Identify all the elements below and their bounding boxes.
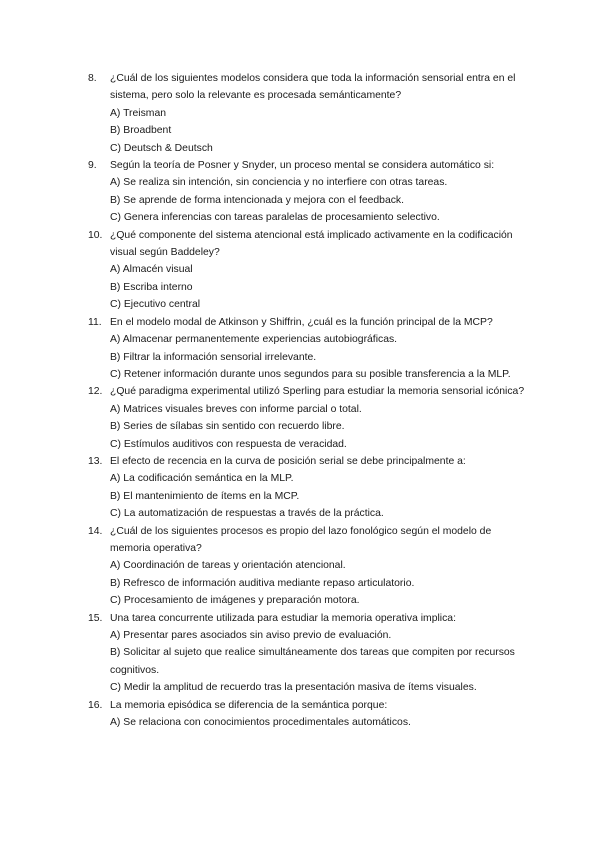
question-item — [88, 314, 530, 384]
question-number: 16. — [88, 699, 103, 711]
answer-option: B) Se aprende de forma intencionada y mejora con el feedback. — [110, 194, 405, 206]
question-item — [88, 227, 530, 314]
answer-option: A) Treisman — [110, 107, 167, 119]
answer-option: A) Almacén visual — [110, 264, 193, 276]
question-list — [88, 70, 530, 731]
question-text: ¿Cuál de los siguientes procesos es propio del lazo fonológico según el modelo de memoria operativa? — [110, 525, 492, 554]
answer-option: A) La codificación semántica en la MLP. — [110, 473, 294, 485]
question-number: 8. — [88, 73, 97, 84]
answer-option: A) Coordinación de tareas y orientación atencional. — [110, 560, 346, 572]
answer-option: A) Presentar pares asociados sin aviso previo de evaluación. — [110, 630, 392, 641]
question-text: ¿Cuál de los siguientes modelos considera que toda la información sensorial entra en el sistema, pero solo la relevante es procesada semánticamente? — [110, 73, 516, 102]
answer-option: C) Genera inferencias con tareas paralelas de procesamiento selectivo. — [110, 212, 440, 224]
question-number: 14. — [88, 525, 103, 537]
answer-option: A) Almacenar permanentemente experiencias autobiográficas. — [110, 334, 398, 346]
answer-option: B) Series de sílabas sin sentido con recuerdo libre. — [110, 421, 345, 433]
question-text: Una tarea concurrente utilizada para estudiar la memoria operativa implica: — [110, 612, 456, 624]
question-item — [88, 523, 530, 610]
answer-option: C) Medir la amplitud de recuerdo tras la presentación masiva de ítems visuales. — [110, 682, 477, 694]
question-number: 15. — [88, 612, 103, 624]
question-item — [88, 453, 530, 523]
answer-option: B) Escriba interno — [110, 281, 193, 293]
question-item — [88, 383, 530, 453]
answer-option: C) Estímulos auditivos con respuesta de veracidad. — [110, 438, 347, 450]
answer-option: C) La automatización de respuestas a través de la práctica. — [110, 508, 384, 520]
question-text: El efecto de recencia en la curva de posición serial se debe principalmente a: — [110, 455, 466, 467]
question-text: ¿Qué paradigma experimental utilizó Sperling para estudiar la memoria sensorial icónica? — [110, 386, 525, 398]
answer-option: C) Ejecutivo central — [110, 299, 201, 311]
question-item — [88, 70, 530, 157]
question-text: ¿Qué componente del sistema atencional está implicado activamente en la codificación visual según Baddeley? — [110, 229, 513, 259]
answer-option: C) Procesamiento de imágenes y preparación motora. — [110, 595, 360, 607]
answer-option: B) Refresco de información auditiva mediante repaso articulatorio. — [110, 577, 415, 589]
question-number: 11. — [88, 316, 102, 328]
question-number: 10. — [88, 229, 103, 241]
answer-option: A) Se realiza sin intención, sin conciencia y no interfiere con otras tareas. — [110, 177, 448, 189]
question-item — [88, 610, 530, 697]
answer-option: C) Deutsch & Deutsch — [110, 142, 213, 154]
question-number: 13. — [88, 455, 103, 467]
question-number: 9. — [88, 160, 97, 172]
answer-option: B) Broadbent — [110, 125, 172, 137]
answer-option: B) El mantenimiento de ítems en la MCP. — [110, 490, 300, 502]
question-number: 12. — [88, 386, 103, 398]
answer-option: B) Filtrar la información sensorial irrelevante. — [110, 351, 317, 363]
question-text: Según la teoría de Posner y Snyder, un proceso mental se considera automático si: — [110, 160, 495, 172]
answer-option: A) Matrices visuales breves con informe parcial o total. — [110, 403, 362, 415]
question-text: En el modelo modal de Atkinson y Shiffrin, ¿cuál es la función principal de la MCP? — [110, 316, 493, 328]
answer-option: A) Se relaciona con conocimientos procedimentales automáticos. — [110, 717, 411, 729]
answer-option: B) Solicitar al sujeto que realice simultáneamente dos tareas que compiten por recursos cognitivos. — [110, 647, 515, 676]
question-item — [88, 157, 530, 227]
question-item — [88, 697, 530, 732]
answer-option: C) Retener información durante unos segundos para su posible transferencia a la MLP. — [110, 368, 511, 380]
question-text: La memoria episódica se diferencia de la semántica porque: — [110, 699, 388, 711]
